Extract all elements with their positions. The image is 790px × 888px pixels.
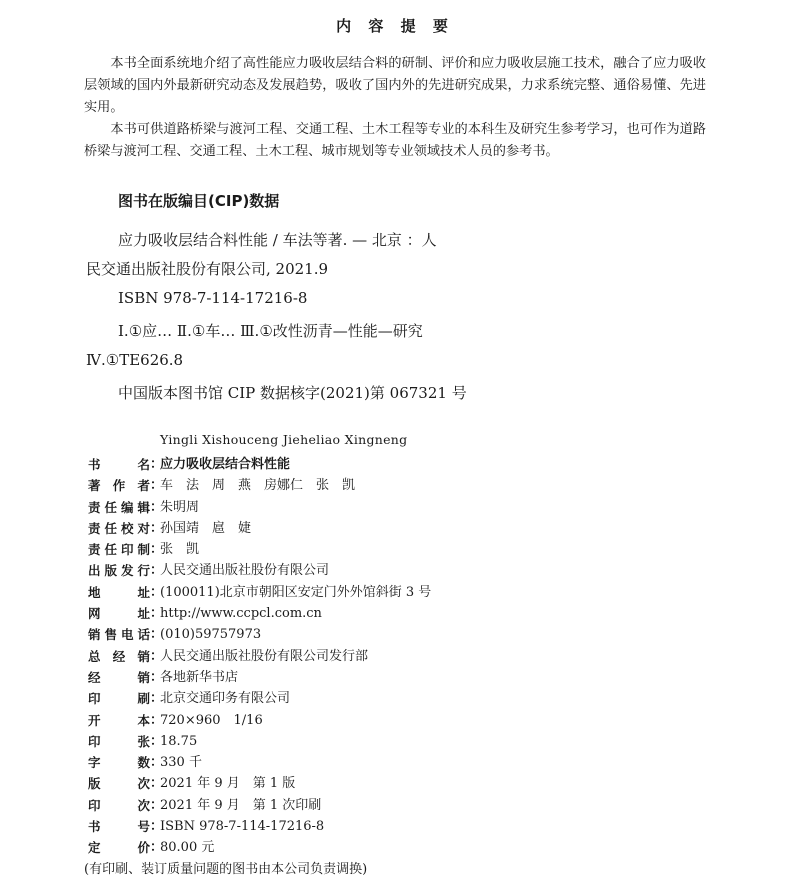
- info-value: (010)59757973: [160, 627, 262, 643]
- info-label: 出版发行: [88, 563, 150, 579]
- info-value: (100011)北京市朝阳区安定门外外馆斜街 3 号: [160, 584, 432, 600]
- info-colon: ：: [150, 606, 164, 622]
- book-title-pinyin: Yingli Xishouceng Jieheliao Xingneng: [160, 432, 408, 447]
- info-row: [88, 688, 728, 709]
- summary-paragraph: 本书可供道路桥梁与渡河工程、交通工程、土木工程等专业的本科生及研究生参考学习，也可作为道路桥梁与渡河工程、交通工程、土木工程、城市规划等专业领域技术人员的参考书。: [84, 122, 706, 159]
- quality-note: (有印刷、装订质量问题的图书由本公司负责调换): [84, 861, 368, 877]
- info-colon: ：: [150, 691, 164, 707]
- publication-info: [84, 454, 728, 881]
- info-label: 网 址: [88, 606, 150, 622]
- info-label: 定 价: [88, 840, 150, 856]
- info-row: [88, 710, 728, 731]
- info-label: 销售电话: [88, 627, 150, 643]
- info-value: 车 法 周 燕 房娜仁 张 凯: [160, 478, 356, 494]
- info-colon: ：: [150, 669, 164, 685]
- info-label: 责任印制: [88, 542, 150, 558]
- info-value: 北京交通印务有限公司: [160, 691, 291, 707]
- info-row: [88, 773, 728, 794]
- info-label: 书 号: [88, 819, 150, 835]
- summary-paragraph: 本书全面系统地介绍了高性能应力吸收层结合料的研制、评价和应力吸收层施工技术，融合了应力吸收层领域的国内外最新研究动态及发展趋势，吸收了国内外的先进研究成果，力求系统完整、通俗易懂、先进实用。: [84, 56, 706, 115]
- info-row: [88, 816, 728, 837]
- info-label: 字 数: [88, 755, 150, 771]
- info-row: [88, 454, 728, 475]
- info-label: 印 张: [88, 733, 150, 749]
- info-row: [88, 518, 728, 539]
- info-colon: ：: [150, 627, 164, 643]
- info-value: 80.00 元: [160, 840, 215, 856]
- info-label: 版 次: [88, 776, 150, 792]
- info-label: 经 销: [88, 669, 150, 685]
- info-colon: ：: [150, 755, 164, 771]
- info-colon: ：: [150, 712, 164, 728]
- info-row: [88, 646, 728, 667]
- info-colon: ：: [150, 776, 164, 792]
- info-row: [88, 497, 728, 518]
- cip-line: 民交通出版社股份有限公司, 2021.9: [86, 260, 329, 278]
- info-value: 各地新华书店: [160, 669, 239, 685]
- info-row: [88, 603, 728, 624]
- info-value: 2021 年 9 月 第 1 次印刷: [160, 797, 322, 813]
- info-value: 应力吸收层结合料性能: [160, 457, 291, 472]
- summary-title: 内 容 提 要: [336, 17, 454, 35]
- info-row: [88, 837, 728, 858]
- info-row: [88, 475, 728, 496]
- info-colon: ：: [150, 733, 164, 749]
- info-value: 孙国靖 扈 婕: [160, 520, 252, 536]
- info-colon: ：: [150, 563, 164, 579]
- cip-heading: 图书在版编目(CIP)数据: [118, 192, 280, 210]
- info-row: [88, 539, 728, 560]
- cip-classification: Ⅳ.①TE626.8: [86, 351, 184, 369]
- info-label: 印 刷: [88, 691, 150, 707]
- info-label: 开 本: [88, 712, 150, 728]
- cip-classification: Ⅰ.①应… Ⅱ.①车… Ⅲ.①改性沥青—性能—研究: [118, 322, 423, 340]
- info-row: [88, 752, 728, 773]
- cip-isbn: ISBN 978-7-114-17216-8: [118, 289, 308, 307]
- info-colon: ：: [150, 648, 164, 664]
- info-label: 总 经 销: [88, 648, 150, 664]
- summary-text: [84, 53, 706, 163]
- cip-record-number: 中国版本图书馆 CIP 数据核字(2021)第 067321 号: [118, 384, 467, 402]
- info-colon: ：: [150, 797, 164, 813]
- info-value: 2021 年 9 月 第 1 版: [160, 776, 296, 792]
- info-row: [88, 731, 728, 752]
- info-row: [88, 667, 728, 688]
- cip-line: 应力吸收层结合料性能 / 车法等著. — 北京 ：人: [118, 231, 437, 249]
- info-colon: ：: [150, 499, 164, 515]
- info-colon: ：: [150, 819, 164, 835]
- info-value: 330 千: [160, 755, 202, 771]
- info-row: [88, 560, 728, 581]
- info-value: 人民交通出版社股份有限公司发行部: [160, 648, 369, 664]
- info-colon: ：: [150, 457, 164, 472]
- info-value: 张 凯: [160, 542, 200, 558]
- info-row: [88, 582, 728, 603]
- info-value: http://www.ccpcl.com.cn: [160, 606, 322, 622]
- info-value: 人民交通出版社股份有限公司: [160, 563, 330, 579]
- info-colon: ：: [150, 520, 164, 536]
- info-value: 18.75: [160, 733, 198, 749]
- info-value: 720×960 1/16: [160, 712, 263, 728]
- info-row: [88, 795, 728, 816]
- info-colon: ：: [150, 542, 164, 558]
- info-label: 责任编辑: [88, 499, 150, 515]
- info-label: 地 址: [88, 584, 150, 600]
- info-label: 印 次: [88, 797, 150, 813]
- info-label: 责任校对: [88, 520, 150, 536]
- info-colon: ：: [150, 478, 164, 494]
- info-colon: ：: [150, 840, 164, 856]
- info-colon: ：: [150, 584, 164, 600]
- info-value: 朱明周: [160, 499, 200, 515]
- info-row: [88, 624, 728, 645]
- info-label: 著 作 者: [88, 478, 150, 494]
- cip-block: [86, 226, 678, 408]
- info-value: ISBN 978-7-114-17216-8: [160, 819, 325, 835]
- info-label: 书 名: [88, 457, 150, 472]
